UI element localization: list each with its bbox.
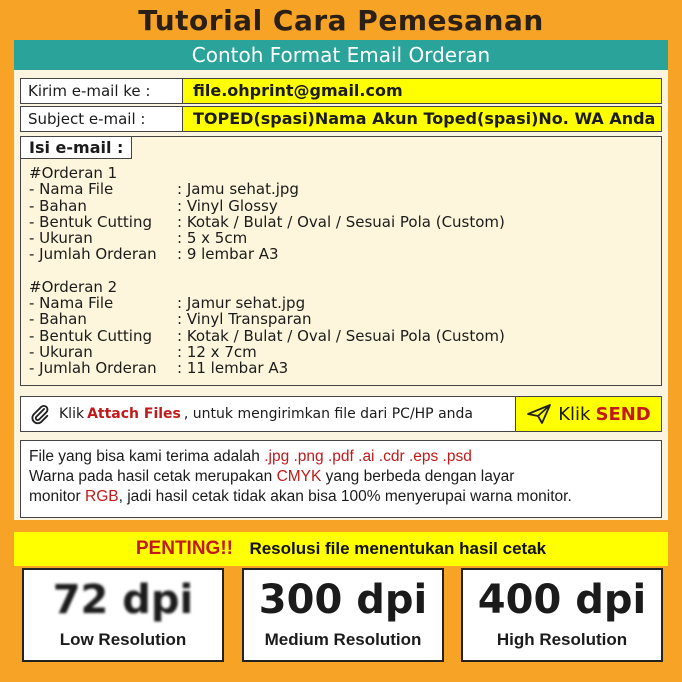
order-field [29, 198, 505, 214]
order-field-value: : Kotak / Bulat / Oval / Sesuai Pola (Custom) [177, 212, 505, 231]
order-field-value: : Jamur sehat.jpg [177, 294, 306, 313]
order-block [29, 279, 505, 377]
order-field-value: : 12 x 7cm [177, 342, 257, 361]
order-field-value: : Kotak / Bulat / Oval / Sesuai Pola (Custom) [177, 326, 505, 345]
order-field [29, 246, 505, 262]
info-line [29, 467, 653, 487]
attach-files-link: Attach Files [87, 406, 181, 422]
send-text-pre: Klik [558, 403, 591, 425]
order-block [29, 165, 505, 263]
resolution-label: Low Resolution [59, 630, 187, 649]
info-text: , jadi hasil cetak tidak akan bisa 100% menyerupai warna monitor. [118, 488, 572, 505]
order-field [29, 328, 505, 344]
email-body-box [20, 136, 662, 386]
cmyk-label: CMYK [276, 468, 322, 485]
order-title: #Orderan 2 [29, 277, 118, 296]
email-body-label: Isi e-mail : [20, 136, 132, 159]
order-field-key: - Jumlah Orderan [29, 245, 157, 264]
resolution-value: 72 dpi [52, 577, 194, 623]
order-field-key: - Bentuk Cutting [29, 212, 152, 231]
order-field-key: - Bahan [29, 310, 87, 329]
info-text: File yang bisa kami terima adalah [29, 448, 265, 465]
order-field [29, 230, 505, 246]
info-text: monitor [29, 488, 85, 505]
order-title: #Orderan 1 [29, 164, 118, 182]
order-field-key: - Jumlah Orderan [29, 359, 157, 378]
info-text: yang berbeda dengan layar [321, 468, 515, 485]
send-instruction [515, 397, 661, 431]
order-field-key: - Nama File [29, 180, 114, 199]
order-field-value: : Vinyl Glossy [177, 196, 278, 215]
page-title: Tutorial Cara Pemesanan [138, 4, 544, 37]
important-banner [14, 532, 668, 566]
attach-text-pre: Klik [59, 406, 85, 422]
email-subject-value: TOPED(spasi)Nama Akun Toped(spasi)No. WA Anda [183, 107, 661, 131]
order-field [29, 214, 505, 230]
important-label: PENTING!! [135, 538, 233, 559]
resolution-value: 300 dpi [258, 577, 428, 623]
info-text: Warna pada hasil cetak merupakan [29, 468, 277, 485]
attach-instruction-bar [20, 396, 662, 432]
resolution-card-low [22, 568, 224, 662]
order-field-key: - Bahan [29, 196, 87, 215]
important-text: Resolusi file menentukan hasil cetak [249, 539, 547, 558]
order-field-value: : Vinyl Transparan [177, 310, 312, 329]
rgb-label: RGB [85, 488, 119, 505]
attach-instruction [21, 397, 515, 431]
resolution-card-medium [242, 568, 444, 662]
resolution-card-high [461, 568, 663, 662]
paperclip-icon [29, 403, 51, 425]
order-field-key: - Nama File [29, 294, 114, 313]
subtitle-bar: Contoh Format Email Orderan [14, 40, 668, 70]
file-info-box [20, 440, 662, 518]
email-example-card [14, 70, 668, 520]
orders-list [29, 165, 505, 393]
send-label: SEND [595, 403, 651, 425]
order-field [29, 181, 505, 197]
info-line [29, 447, 653, 467]
order-field-value: : Jamu sehat.jpg [177, 180, 299, 199]
paper-plane-icon [526, 403, 552, 425]
order-field-key: - Bentuk Cutting [29, 326, 152, 345]
order-field-value: : 5 x 5cm [177, 229, 248, 248]
resolution-value: 400 dpi [477, 577, 647, 623]
order-field [29, 344, 505, 360]
order-field [29, 295, 505, 311]
email-to-label: Kirim e-mail ke : [21, 79, 183, 103]
order-field-value: : 11 lembar A3 [177, 359, 289, 378]
email-to-value: file.ohprint@gmail.com [183, 79, 661, 103]
attach-text-post: , untuk mengirimkan file dari PC/HP anda [183, 406, 473, 422]
email-subject-label: Subject e-mail : [21, 107, 183, 131]
order-field [29, 311, 505, 327]
email-subject-row [20, 106, 662, 132]
order-field [29, 360, 505, 376]
file-formats: .jpg .png .pdf .ai .cdr .eps .psd [264, 448, 472, 465]
resolution-label: Medium Resolution [264, 630, 422, 649]
resolution-label: High Resolution [496, 630, 628, 649]
email-to-row [20, 78, 662, 104]
order-field-key: - Ukuran [29, 229, 93, 248]
order-field-value: : 9 lembar A3 [177, 245, 279, 264]
info-line [29, 487, 653, 507]
order-field-key: - Ukuran [29, 342, 93, 361]
